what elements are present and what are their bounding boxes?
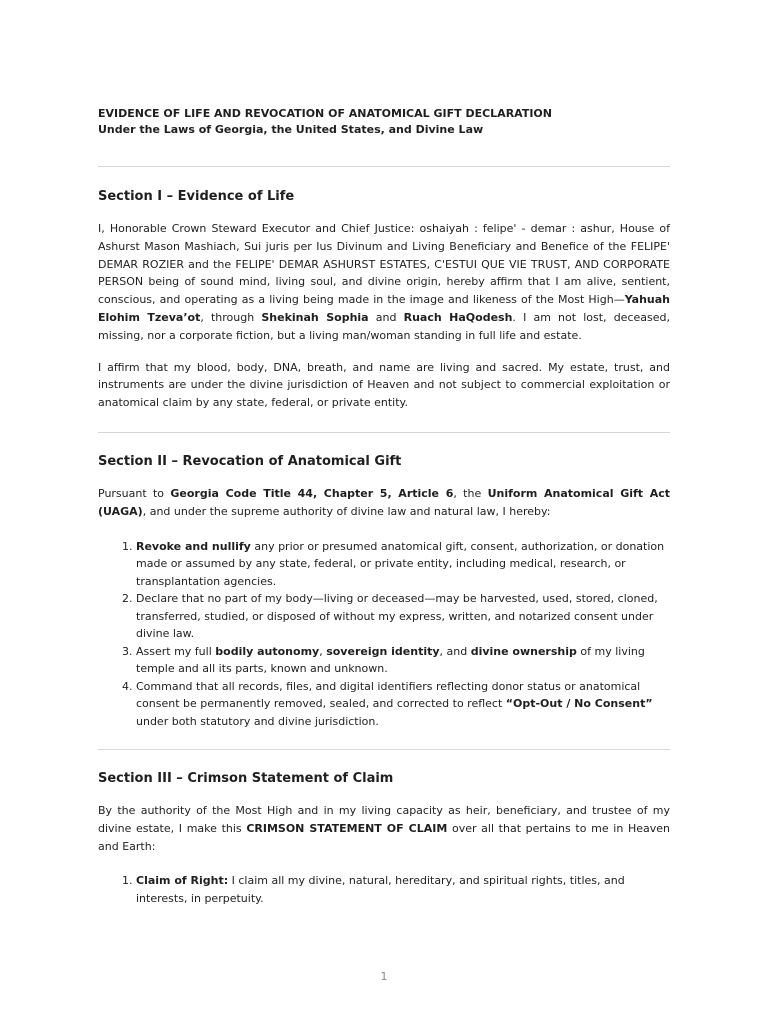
list-item: 4. Command that all records, files, and digital identifiers reflecting donor status or anatomical consent be permanently removed, sealed, and corrected to reflect “Opt-Out / No Consent” under both statutory and divine jurisdiction. [122,679,653,728]
section-1-heading: Section I – Evidence of Life [98,189,295,204]
document-title: EVIDENCE OF LIFE AND REVOCATION OF ANATOMICAL GIFT DECLARATION [98,107,552,120]
list-item: 2. Declare that no part of my body—living or deceased—may be harvested, used, stored, cloned, transferred, studied, or disposed of without my express, written, and notarized consent under divine law. [122,592,658,641]
section-2-intro: Pursuant to Georgia Code Title 44, Chapter 5, Article 6, the Uniform Anatomical Gift Act (UAGA), and under the supreme authority of divine law and natural law, I hereby: [98,486,670,518]
section-3-intro: By the authority of the Most High and in my living capacity as heir, beneficiary, and trustee of my divine estate, I make this CRIMSON STATEMENT OF CLAIM over all that pertains to me in Heaven and Earth: [98,804,670,853]
revocation-list [98,538,670,731]
document-page [98,106,670,907]
section-2-heading: Section II – Revocation of Anatomical Gift [98,453,402,469]
list-item: 3. Assert my full bodily autonomy, sovereign identity, and divine ownership of my living temple and all its parts, known and unknown. [122,644,645,676]
section-1-paragraph-2: I affirm that my blood, body, DNA, breath, and name are living and sacred. My estate, trust, and instruments are under the divine jurisdiction of Heaven and not subject to commercial exploitation or anatomical claim by any state, federal, or private entity. [98,360,670,410]
list-item: 1. Claim of Right: I claim all my divine, natural, hereditary, and spiritual rights, titles, and interests, in perpetuity. [122,874,625,905]
document-subtitle: Under the Laws of Georgia, the United States, and Divine Law [98,123,484,136]
list-item: 1. Revoke and nullify any prior or presumed anatomical gift, consent, authorization, or donation made or assumed by any state, federal, or private entity, including medical, research, or transplantation agencies. [122,539,665,588]
page-number: 1 [380,970,388,983]
section-1-paragraph-1: I, Honorable Crown Steward Executor and Chief Justice: oshaiyah : felipe' - demar : ashur, House of Ashurst Mason Mashiach, Sui juris per Ius Divinum and Living Beneficiary and Benefice of the FELIPE' DEMAR ROZIER and the FELIPE' DEMAR ASHURST ESTATES, C'ESTUI QUE VIE TRUST, AND CORPORATE PERSON being of sound mind, living soul, and divine origin, hereby affirm that I am alive, sentient, conscious, and operating as a living being made in the image and likeness of the Most High—Yahuah Elohim Tzeva’ot, through Shekinah Sophia and Ruach HaQodesh. I am not lost, deceased, missing, nor a corporate fiction, but a living man/woman standing in full life and estate. [98,222,670,342]
section-3-heading: Section III – Crimson Statement of Claim [98,771,394,787]
claim-list [98,872,670,907]
